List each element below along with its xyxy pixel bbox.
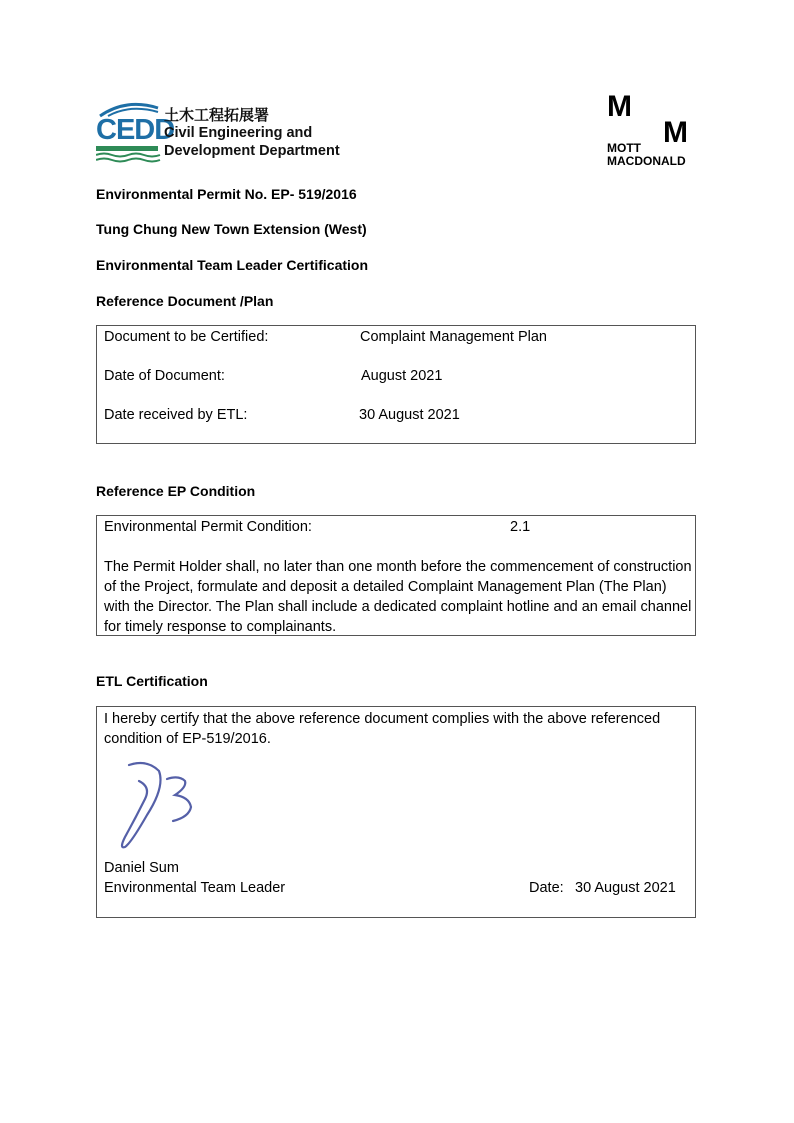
cedd-acronym: CEDD [96, 114, 175, 146]
document-value: Complaint Management Plan [360, 329, 547, 345]
signature-image [117, 757, 207, 857]
certification-heading: Environmental Team Leader Certification [96, 257, 369, 273]
cedd-english-line1: Civil Engineering and [164, 125, 313, 141]
cedd-english-line2: Development Department [164, 143, 340, 159]
condition-box [96, 515, 696, 636]
mott-logo-letter-bottom: M [663, 116, 688, 149]
date-received-value: 30 August 2021 [359, 407, 460, 423]
document-label: Document to be Certified: [104, 329, 269, 345]
condition-label: Environmental Permit Condition: [104, 519, 312, 535]
date-label: Date: [529, 880, 564, 896]
condition-text: The Permit Holder shall, no later than one month before the commencement of construction of the Project, formulate and deposit a detailed Complaint Management Plan (The Plan) with the Director. The Plan shall include a dedicated complaint hotline and an email channel for timely response to complainants. [104, 559, 692, 635]
signatory-name: Daniel Sum [104, 860, 179, 876]
signatory-title: Environmental Team Leader [104, 880, 286, 896]
cedd-logo [96, 98, 356, 168]
etl-certification-heading: ETL Certification [96, 673, 208, 689]
etl-box [96, 706, 696, 918]
date-of-document-value: August 2021 [361, 368, 443, 384]
date-received-label: Date received by ETL: [104, 407, 248, 423]
project-heading: Tung Chung New Town Extension (West) [96, 221, 367, 237]
date-value: 30 August 2021 [575, 880, 676, 896]
permit-number-heading: Environmental Permit No. EP- 519/2016 [96, 186, 357, 202]
reference-document-heading: Reference Document /Plan [96, 293, 274, 309]
mott-logo-name-line2: MACDONALD [607, 154, 686, 168]
document-box [96, 325, 696, 444]
cedd-chinese-name: 土木工程拓展署 [164, 106, 270, 124]
certification-statement: I hereby certify that the above reference document complies with the above referenced condition of EP-519/2016. [104, 711, 661, 747]
condition-number: 2.1 [510, 519, 531, 535]
reference-condition-heading: Reference EP Condition [96, 483, 256, 499]
date-of-document-label: Date of Document: [104, 368, 225, 384]
mott-logo-name-line1: MOTT [607, 141, 641, 155]
mott-logo-letter-top: M [607, 90, 632, 123]
